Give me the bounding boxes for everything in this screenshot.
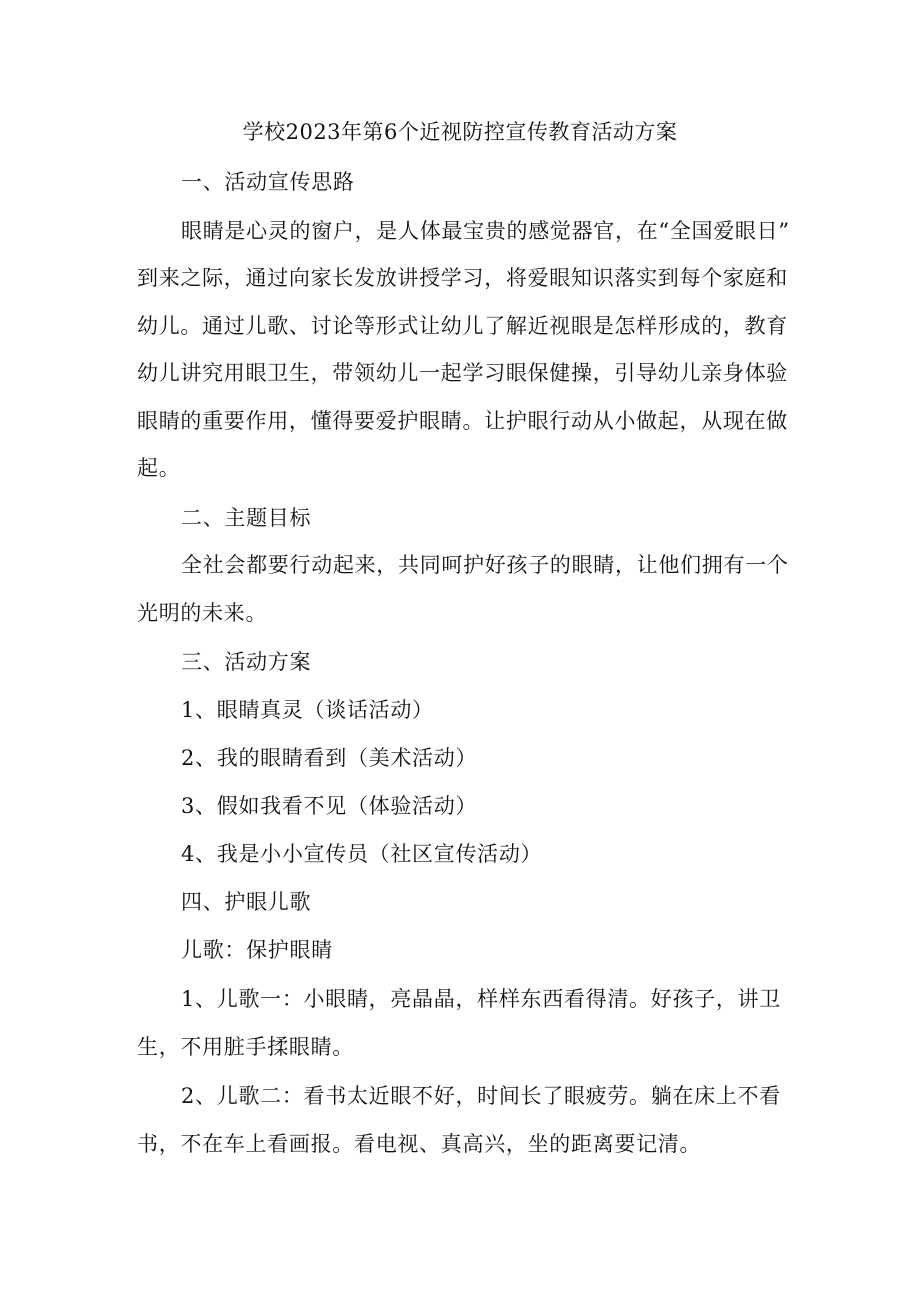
section-heading-2: 二、主题目标 bbox=[181, 506, 312, 530]
document-title: 学校2023年第6个近视防控宣传教育活动方案 bbox=[242, 120, 678, 144]
paragraph-line: 起。 bbox=[137, 456, 181, 480]
paragraph-line: 幼儿。通过儿歌、讨论等形式让幼儿了解近视眼是怎样形成的，教育 bbox=[137, 314, 788, 338]
paragraph-line: 1、儿歌一：小眼睛，亮晶晶，样样东西看得清。好孩子，讲卫 bbox=[181, 987, 781, 1011]
paragraph-line: 幼儿讲究用眼卫生，带领幼儿一起学习眼保健操，引导幼儿亲身体验 bbox=[137, 361, 788, 385]
section-heading-4: 四、护眼儿歌 bbox=[181, 890, 312, 914]
paragraph-line: 2、儿歌二：看书太近眼不好，时间长了眼疲劳。躺在床上不看 bbox=[181, 1084, 781, 1108]
paragraph-line: 书，不在车上看画报。看电视、真高兴，坐的距离要记清。 bbox=[137, 1132, 702, 1156]
paragraph-line: 生，不用脏手揉眼睛。 bbox=[137, 1035, 354, 1059]
paragraph-line: 全社会都要行动起来，共同呵护好孩子的眼睛，让他们拥有一个 bbox=[181, 553, 789, 577]
paragraph-line: 眼睛是心灵的窗户，是人体最宝贵的感觉器官，在“全国爱眼日” bbox=[181, 219, 790, 243]
paragraph-line: 眼睛的重要作用，懂得要爱护眼睛。让护眼行动从小做起，从现在做 bbox=[137, 409, 788, 433]
list-item: 1、眼睛真灵（谈话活动） bbox=[181, 698, 434, 722]
section-heading-3: 三、活动方案 bbox=[181, 650, 312, 674]
section-heading-1: 一、活动宣传思路 bbox=[181, 170, 355, 194]
paragraph-line: 到来之际，通过向家长发放讲授学习，将爱眼知识落实到每个家庭和 bbox=[137, 266, 788, 290]
list-item: 2、我的眼睛看到（美术活动） bbox=[181, 746, 478, 770]
paragraph-line: 光明的未来。 bbox=[137, 601, 268, 625]
song-subheading: 儿歌：保护眼睛 bbox=[181, 938, 333, 962]
list-item: 4、我是小小宣传员（社区宣传活动） bbox=[181, 842, 543, 866]
list-item: 3、假如我看不见（体验活动） bbox=[181, 794, 478, 818]
